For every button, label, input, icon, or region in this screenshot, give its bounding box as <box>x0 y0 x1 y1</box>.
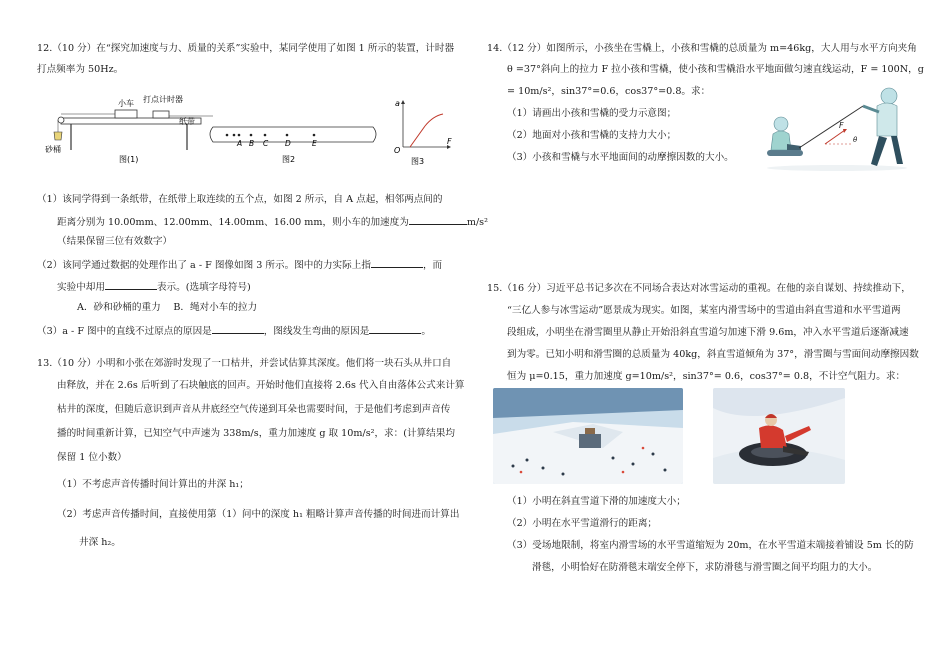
q12-part3 <box>37 324 431 339</box>
answer-blank[interactable] <box>105 280 157 290</box>
timer-label: 打点计时器 <box>143 95 183 104</box>
ski-resort-photo <box>493 388 683 484</box>
answer-blank[interactable] <box>409 215 467 225</box>
answer-blank[interactable] <box>212 324 264 334</box>
q12-stem-line2: 打点频率为 50Hz。 <box>37 64 124 75</box>
q12-figures <box>37 92 465 172</box>
q15-line3: 段组成，小明坐在滑雪圈里从静止开始沿斜直雪道匀加速下滑 9.6m，冲入水平雪道后逐渐减速 <box>507 327 909 338</box>
q13-line3: 枯井的深度，但随后意识到声音从井底经空气传递到耳朵也需要时间，于是他们考虑到声音传 <box>57 404 451 415</box>
fig1-caption: 图(1) <box>119 155 139 164</box>
q15-line2: “三亿人参与冰雪运动”愿景成为现实。如图，某室内滑雪场中的雪道由斜直雪道和水平雪道两 <box>507 305 901 316</box>
answer-blank[interactable] <box>371 258 423 268</box>
q15-part1: （1）小明在斜直雪道下滑的加速度大小； <box>507 496 686 507</box>
fig2-caption: 图2 <box>282 155 296 164</box>
q14-part2: （2）地面对小孩和雪橇的支持力大小； <box>507 130 677 141</box>
tape-label: 纸带 <box>179 117 195 126</box>
q13-part2-line2: 井深 h₂。 <box>79 537 121 548</box>
q14-part1: （1）请画出小孩和雪橇的受力示意图； <box>507 108 677 119</box>
cart-label: 小车 <box>118 99 134 108</box>
sled-illustration <box>767 84 907 174</box>
q12-part3-end: 。 <box>421 326 431 337</box>
q12-part1-text: 距离分别为 10.00mm、12.00mm、14.00mm、16.00 mm，则小车的加速度为 <box>57 217 409 228</box>
q12-fig3-graph <box>401 100 451 149</box>
origin-label: O <box>394 146 401 155</box>
q12-part2-line1 <box>37 258 442 273</box>
q15-part3-line2: 滑毯，小明恰好在防滑毯末端安全停下，求防滑毯与滑雪圈之间平均阻力的大小。 <box>532 562 878 573</box>
q13-part1: （1）不考虑声音传播时间计算出的井深 h₁； <box>57 479 249 490</box>
q12-fig2-tape <box>210 127 376 142</box>
point-A: A <box>237 139 243 148</box>
q15-line5: 恒为 μ=0.15，重力加速度 g=10m/s²，sin37°= 0.6，cos37°= 0.8，不计空气阻力。求： <box>507 371 906 382</box>
q12-part2-suffix2: 表示。(选填字母符号) <box>156 282 251 293</box>
point-D: D <box>285 139 291 148</box>
q15-part3-line1: （3）受场地限制，将室内滑雪场的水平雪道缩短为 20m，在水平雪道末端接着铺设 5m 长的防 <box>507 540 914 551</box>
point-C: C <box>263 139 269 148</box>
axis-a-label: a <box>395 99 400 108</box>
q12-part2-line2 <box>57 280 251 295</box>
q12-part3-text: （3）a - F 图中的直线不过原点的原因是 <box>37 326 212 337</box>
q13-line2: 由释放，并在 2.6s 后听到了石块触底的回声。开始时他们直接将 2.6s 代入自由落体公式来计算 <box>57 380 465 391</box>
q12-part2-suffix: ，而 <box>422 260 443 271</box>
unit-label: m/s² <box>466 217 488 228</box>
q12-part1-line2 <box>57 215 488 230</box>
q15-line1: 15.（16 分）习近平总书记多次在不同场合表达对冰雪运动的重视。在他的亲自谋划、持续推动下， <box>487 283 911 294</box>
q12-part1-line3: （结果保留三位有效数字） <box>57 236 173 247</box>
q15-line4: 到为零。已知小明和滑雪圈的总质量为 40kg，斜直雪道倾角为 37°，滑雪圈与雪面间动摩擦因数 <box>507 349 919 360</box>
force-label: F <box>839 121 844 130</box>
q12-part2-options: A．砂和砂桶的重力 B．绳对小车的拉力 <box>77 302 258 313</box>
q14-line3: = 10m/s²，sin37°=0.6，cos37°=0.8。求： <box>507 86 711 97</box>
theta-label: θ <box>853 136 858 144</box>
answer-blank[interactable] <box>369 324 421 334</box>
q14-part3: （3）小孩和雪橇与水平地面间的动摩擦因数的大小。 <box>507 152 734 163</box>
snow-tube-photo <box>713 388 845 484</box>
point-B: B <box>249 139 255 148</box>
q12-part2-text: （2）该同学通过数据的处理作出了 a - F 图像如图 3 所示。图中的力实际上指 <box>37 260 371 271</box>
q12-part2-text2: 实验中却用 <box>57 282 105 293</box>
axis-F-label: F <box>447 137 452 146</box>
q12-part3-text2: ，图线发生弯曲的原因是 <box>263 326 370 337</box>
bucket-label: 砂桶 <box>45 145 61 154</box>
q12-part1-line1: （1）该同学得到一条纸带，在纸带上取连续的五个点，如图 2 所示，自 A 点起，相邻两点间的 <box>37 194 443 205</box>
q12-fig1-apparatus <box>54 110 213 150</box>
q13-line5: 保留 1 位小数） <box>57 452 127 463</box>
q13-part2-line1: （2）考虑声音传播时间，直接使用第（1）问中的深度 h₁ 粗略计算声音传播的时间进而计算出 <box>57 509 460 520</box>
q14-line1: 14.（12 分）如图所示，小孩坐在雪橇上，小孩和雪橇的总质量为 m=46kg，大人用与水平方向夹角 <box>487 43 917 54</box>
q14-line2: θ =37°斜向上的拉力 F 拉小孩和雪橇，使小孩和雪橇沿水平地面做匀速直线运动，F = 100N，g <box>507 64 924 75</box>
fig3-caption: 图3 <box>411 157 425 166</box>
q13-line1: 13.（10 分）小明和小张在郊游时发现了一口枯井，并尝试估算其深度。他们将一块石头从井口自 <box>37 358 452 369</box>
q15-part2: （2）小明在水平雪道滑行的距离； <box>507 518 658 529</box>
q13-line4: 播的时间重新计算，已知空气中声速为 338m/s，重力加速度 g 取 10m/s²，求：(计算结果均 <box>57 428 455 439</box>
point-E: E <box>312 139 317 148</box>
q12-stem-line1: 12.（10 分）在“探究加速度与力、质量的关系”实验中，某同学使用了如图 1 所示的装置，计时器 <box>37 43 455 54</box>
